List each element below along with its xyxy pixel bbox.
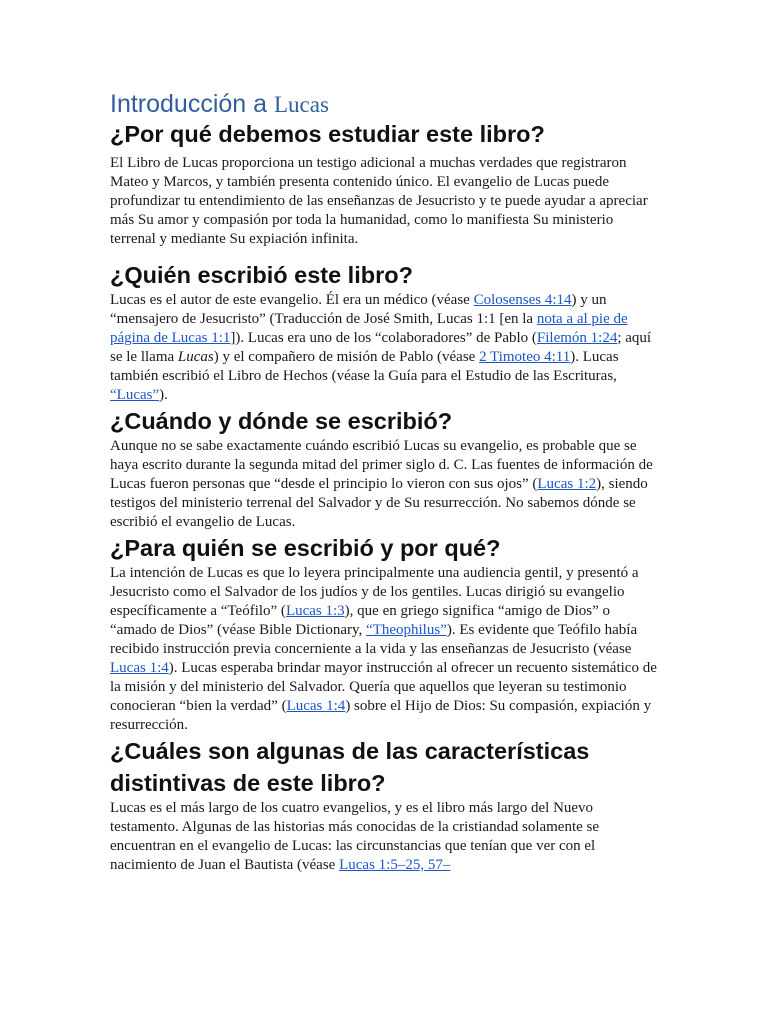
paragraph-text: ) y un “mensajero de Jesucristo” (Traducción de José Smith, Lucas 1:1 [en la (110, 292, 607, 327)
link-theophilus[interactable]: “Theophilus” (366, 622, 447, 638)
paragraph-text: ; aquí se le llama (110, 330, 652, 365)
link-guide-lucas[interactable]: “Lucas” (110, 387, 160, 403)
section-heading-why-study: ¿Por qué debemos estudiar este libro? (110, 121, 545, 147)
paragraph-text: ). (159, 387, 168, 403)
page-title-prefix: Introducción a (110, 90, 274, 118)
section-heading-distinctive: ¿Cuáles son algunas de las características distintivas de este libro? (110, 738, 590, 796)
paragraph-text: ), siendo testigos del ministerio terrenal del Salvador y de Su resurrección. No sabemos dónde se escribió el evangelio de Lucas. (110, 476, 648, 530)
section-body-when-where (110, 437, 658, 532)
section-body-for-whom (110, 564, 658, 735)
link-colosenses-4-14[interactable]: Colosenses 4:14 (473, 292, 572, 308)
paragraph-text: ). Es evidente que Teófilo había recibido instrucción previa concerniente a la vida y las enseñanzas de Jesucristo (véase (110, 622, 638, 657)
paragraph-text: ), que en griego significa “amigo de Dios” o “amado de Dios” (véase Bible Dictionary, (110, 603, 611, 638)
paragraph-text: ) sobre el Hijo de Dios: Su compasión, expiación y resurrección. (110, 698, 652, 733)
paragraph-text: ) y el compañero de misión de Pablo (véase (213, 349, 480, 365)
link-2-timoteo-4-11[interactable]: 2 Timoteo 4:11 (479, 349, 571, 365)
paragraph-text: El Libro de Lucas proporciona un testigo adicional a muchas verdades que registraron Mateo y Marcos, y también presenta contenido único. El evangelio de Lucas puede profundizar tu entendimiento de las enseñanzas de Jesucristo y te puede ayudar a apreciar más Su amor y compasión por toda la humanidad, como lo manifiesta Su ministerio terrenal y mediante Su expiación infinita. (110, 155, 648, 247)
paragraph-text: La intención de Lucas es que lo leyera principalmente una audiencia gentil, y presentó a Jesucristo como el Salvador de los judíos y de los gentiles. Lucas dirigió su evangelio específicamente a “Teófilo” ( (110, 565, 639, 619)
paragraph-text: Aunque no se sabe exactamente cuándo escribió Lucas su evangelio, es probable que se haya escrito durante la segunda mitad del primer siglo d. C. Las fuentes de información de Lucas fueron personas que “desde el principio lo vieron con sus ojos” ( (110, 438, 653, 492)
page-title (110, 84, 658, 118)
paragraph-text: ). Lucas también escribió el Libro de Hechos (véase la Guía para el Estudio de las Escrituras, (110, 349, 619, 384)
section-heading-who-wrote: ¿Quién escribió este libro? (110, 262, 413, 288)
paragraph-text: ]). Lucas era uno de los “colaboradores” de Pablo ( (230, 330, 537, 346)
section-heading-when-where: ¿Cuándo y dónde se escribió? (110, 408, 453, 434)
section-body-why-study (110, 154, 658, 249)
link-lucas-1-5-25[interactable]: Lucas 1:5–25, 57– (339, 857, 451, 873)
section-body-distinctive (110, 799, 658, 875)
link-lucas-1-4-b[interactable]: Lucas 1:4 (286, 698, 346, 714)
paragraph-text: ). Lucas esperaba brindar mayor instrucción al ofrecer un recuento sistemático de la misión y del ministerio del Salvador. Quería que aquellos que leyeran su testimonio conocieran “bien la verdad” ( (110, 660, 657, 714)
paragraph-italic: Lucas (177, 349, 214, 365)
link-lucas-1-2[interactable]: Lucas 1:2 (537, 476, 597, 492)
link-lucas-1-3[interactable]: Lucas 1:3 (285, 603, 345, 619)
page-title-book: Lucas (274, 92, 329, 117)
link-filemon-1-24[interactable]: Filemón 1:24 (536, 330, 618, 346)
paragraph-text: Lucas es el autor de este evangelio. Él era un médico (véase (110, 292, 474, 308)
section-heading-for-whom: ¿Para quién se escribió y por qué? (110, 535, 501, 561)
section-body-who-wrote (110, 291, 658, 405)
document-page (110, 84, 658, 875)
link-lucas-1-4[interactable]: Lucas 1:4 (110, 660, 169, 676)
paragraph-text: Lucas es el más largo de los cuatro evangelios, y es el libro más largo del Nuevo testamento. Algunas de las historias más conocidas de la cristiandad solamente se encuentran en el evangelio de Lucas: las circunstancias que tenían que ver con el nacimiento de Juan el Bautista (véase (110, 800, 600, 873)
link-footnote-lucas-1-1[interactable]: nota a al pie de página de Lucas 1:1 (110, 311, 628, 346)
